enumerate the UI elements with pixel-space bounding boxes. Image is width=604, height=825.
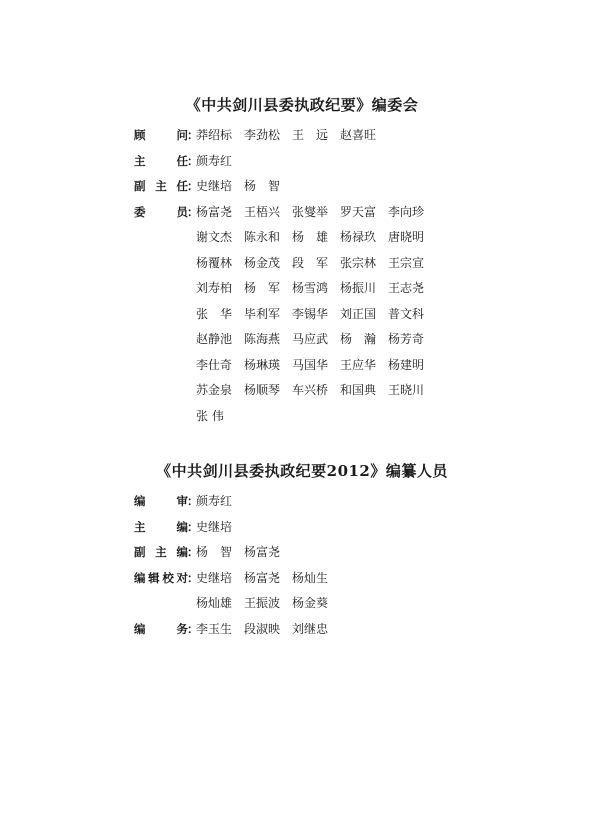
- member-name: 马应武: [292, 332, 329, 346]
- label-colon: ：: [187, 519, 199, 534]
- label-colon: ：: [187, 128, 199, 142]
- member-name: 张宗林: [340, 255, 377, 270]
- member-name: 杨芳奇: [388, 332, 425, 346]
- member-name: 唐晓明: [388, 230, 425, 244]
- role-label-char: 员: [176, 204, 188, 219]
- member-name: 王 远: [292, 128, 329, 142]
- role-label: [134, 620, 188, 638]
- role-label-char: 问: [176, 128, 188, 142]
- member-name: 和国典: [340, 383, 377, 397]
- member-name: 赵静池: [196, 332, 233, 346]
- section-title: 《中共剑川县委执政纪要》编委会: [185, 96, 419, 114]
- member-name: 马国华: [292, 357, 329, 372]
- role-label-char: 副: [134, 545, 146, 559]
- role-label-char: 主: [134, 519, 146, 534]
- member-name: 杨灿雄: [196, 596, 233, 610]
- member-name: 车兴桥: [292, 383, 329, 397]
- member-row: [0, 620, 604, 646]
- member-row: [0, 492, 604, 518]
- label-colon: ：: [187, 494, 199, 508]
- member-row: [0, 330, 604, 356]
- member-row: [0, 152, 604, 178]
- member-name: 王应华: [340, 357, 377, 372]
- role-label-char: 辑: [148, 570, 160, 585]
- member-row: [0, 254, 604, 280]
- role-label: [134, 126, 188, 144]
- role-label-char: 编: [134, 621, 146, 636]
- member-name: 王志尧: [388, 281, 425, 295]
- member-name: 杨金葵: [292, 596, 329, 610]
- member-row: [0, 126, 604, 152]
- member-name: 史继培: [196, 519, 233, 534]
- member-name: 杨顺琴: [244, 383, 281, 397]
- member-name: 杨 智: [244, 179, 281, 193]
- member-name: 杨 瀚: [340, 332, 377, 346]
- member-name: 段淑映: [244, 621, 281, 636]
- compilation-staff-section: [0, 458, 604, 645]
- member-name: 杨雪鸿: [292, 281, 329, 295]
- member-name: 张燮举: [292, 204, 329, 219]
- role-label-char: 顾: [134, 128, 146, 142]
- member-row: [0, 594, 604, 620]
- role-label-char: 主: [155, 545, 167, 559]
- member-name: 刘寿柏: [196, 281, 233, 295]
- role-label: [134, 569, 188, 587]
- member-name: 李锡华: [292, 306, 329, 321]
- role-label: [134, 203, 188, 221]
- member-row: [0, 177, 604, 203]
- role-label-char: 对: [176, 570, 188, 585]
- member-name: 杨金茂: [244, 255, 281, 270]
- member-name: 史继培: [196, 570, 233, 585]
- member-name: 李玉生: [196, 621, 233, 636]
- member-name: 张 华: [196, 306, 233, 321]
- role-label-char: 任: [176, 179, 188, 193]
- member-list: [0, 126, 604, 432]
- role-label-char: 任: [176, 153, 188, 168]
- member-name: 杨富尧: [244, 570, 281, 585]
- role-label: [134, 177, 188, 195]
- member-row: [0, 407, 604, 433]
- member-row: [0, 569, 604, 595]
- member-name: 王晓川: [388, 383, 425, 397]
- member-row: [0, 279, 604, 305]
- member-name: 赵喜旺: [340, 128, 377, 142]
- member-name: 颜寿红: [196, 494, 233, 508]
- role-label: [134, 543, 188, 561]
- member-name: 王梧兴: [244, 204, 281, 219]
- member-name: 刘继忠: [292, 621, 329, 636]
- label-colon: ：: [187, 570, 199, 585]
- member-name: 史继培: [196, 179, 233, 193]
- role-label-char: 校: [162, 570, 174, 585]
- member-name: 杨 智: [196, 545, 233, 559]
- member-name: 杨富尧: [196, 204, 233, 219]
- member-name: 陈永和: [244, 230, 281, 244]
- member-row: [0, 543, 604, 569]
- label-colon: ：: [187, 204, 199, 219]
- member-name: 张 伟: [196, 408, 224, 423]
- member-name: 普文科: [388, 306, 425, 321]
- member-name: 杨琳瑛: [244, 357, 281, 372]
- member-name: 颜寿红: [196, 153, 233, 168]
- role-label-char: 副: [134, 179, 146, 193]
- role-label-char: 编: [176, 545, 188, 559]
- editorial-committee-section: [0, 92, 604, 432]
- role-label-char: 务: [176, 621, 188, 636]
- member-name: 杨富尧: [244, 545, 281, 559]
- member-row: [0, 228, 604, 254]
- member-name: 杨振川: [340, 281, 377, 295]
- member-row: [0, 203, 604, 229]
- member-list: [0, 492, 604, 645]
- member-row: [0, 305, 604, 331]
- member-name: 杨 雄: [292, 230, 329, 244]
- member-name: 毕利军: [244, 306, 281, 321]
- section-title: 《中共剑川县委执政纪要2012》编纂人员: [156, 462, 448, 480]
- member-row: [0, 381, 604, 407]
- role-label-char: 主: [155, 179, 167, 193]
- label-colon: ：: [187, 545, 199, 559]
- member-name: 苏金泉: [196, 383, 233, 397]
- member-name: 刘正国: [340, 306, 377, 321]
- member-name: 李劲松: [244, 128, 281, 142]
- member-name: 李仕奇: [196, 357, 233, 372]
- label-colon: ：: [187, 179, 199, 193]
- member-name: 王宗宣: [388, 255, 425, 270]
- role-label: [134, 152, 188, 170]
- member-name: 杨覆林: [196, 255, 233, 270]
- role-label: [134, 492, 188, 510]
- role-label-char: 审: [176, 494, 188, 508]
- member-row: [0, 356, 604, 382]
- member-name: 段 军: [292, 255, 329, 270]
- label-colon: ：: [187, 621, 199, 636]
- role-label-char: 主: [134, 153, 146, 168]
- member-name: 王振波: [244, 596, 281, 610]
- member-name: 谢文杰: [196, 230, 233, 244]
- label-colon: ：: [187, 153, 199, 168]
- member-name: 陈海燕: [244, 332, 281, 346]
- role-label: [134, 518, 188, 536]
- member-row: [0, 518, 604, 544]
- member-name: 杨建明: [388, 357, 425, 372]
- member-name: 莽绍标: [196, 128, 233, 142]
- role-label-char: 委: [134, 204, 146, 219]
- member-name: 杨禄玖: [340, 230, 377, 244]
- member-name: 李向珍: [388, 204, 425, 219]
- role-label-char: 编: [176, 519, 188, 534]
- member-name: 杨 军: [244, 281, 281, 295]
- role-label-char: 编: [134, 570, 146, 585]
- role-label-char: 编: [134, 494, 146, 508]
- member-name: 罗天富: [340, 204, 377, 219]
- member-name: 杨灿生: [292, 570, 329, 585]
